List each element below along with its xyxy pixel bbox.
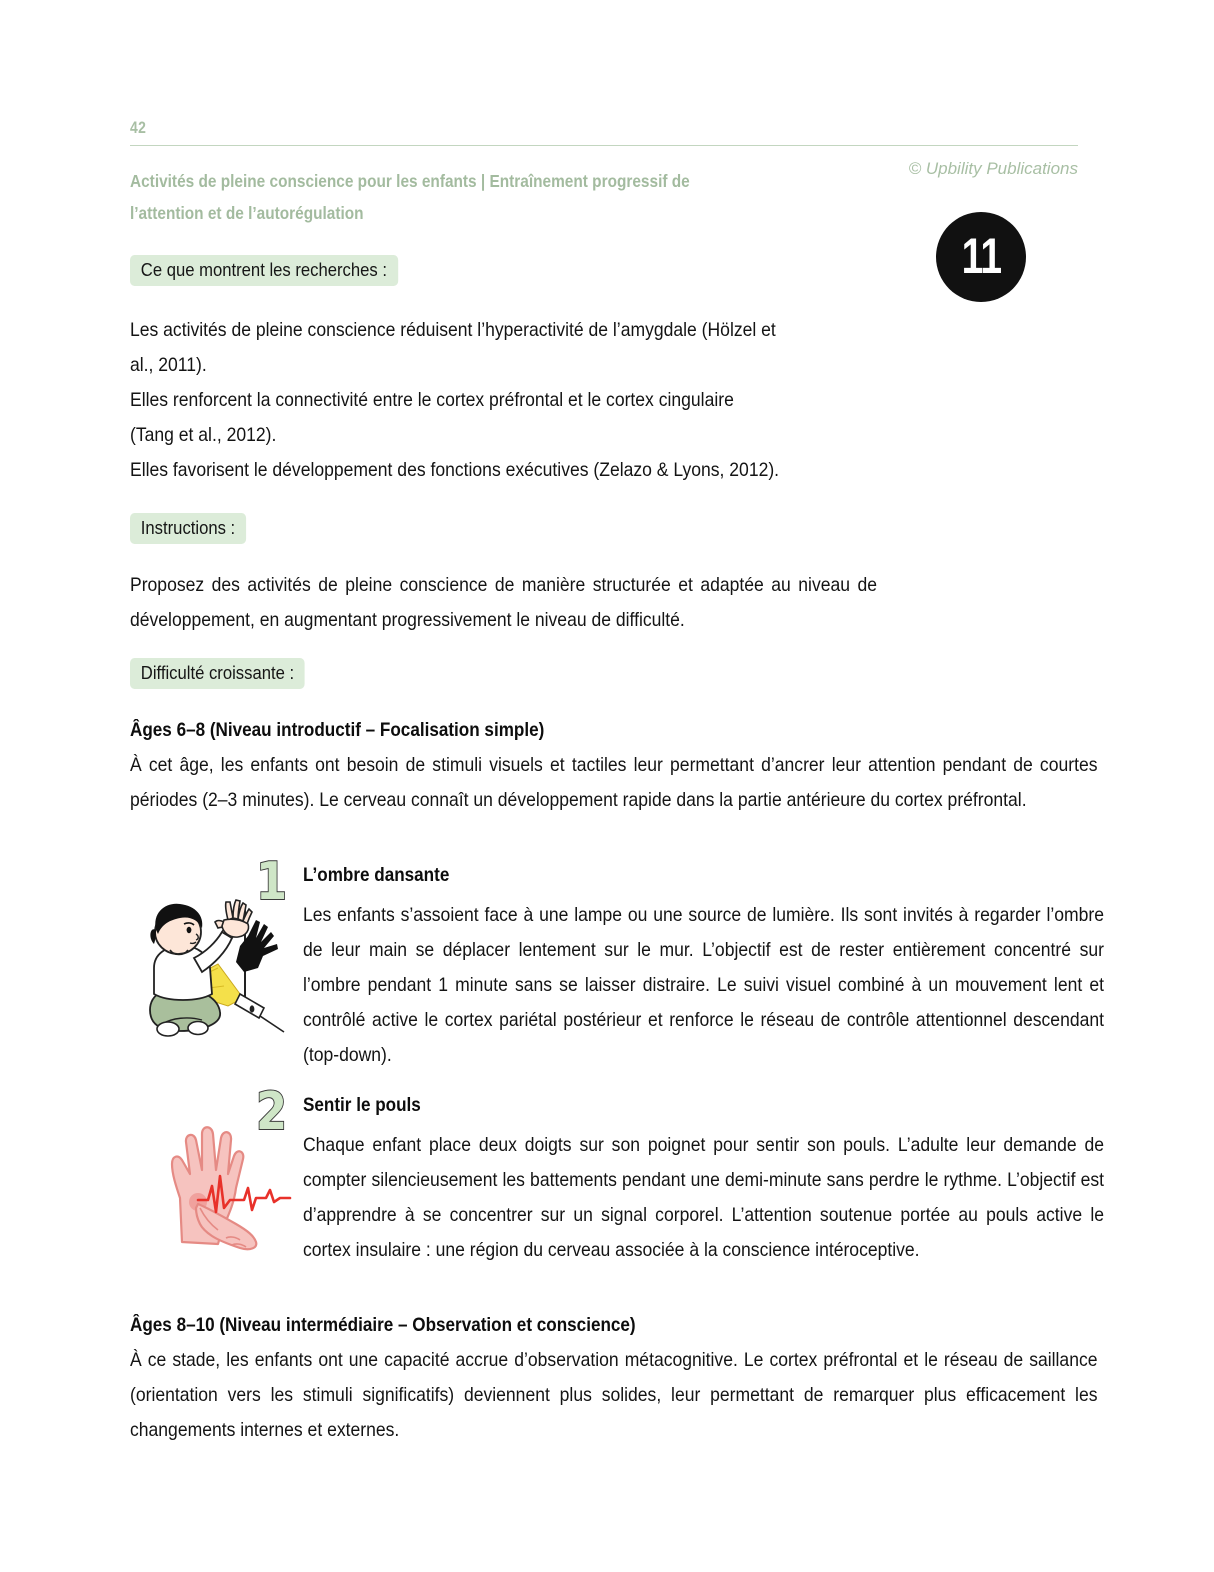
child-with-flashlight-shadow-illustration <box>132 898 290 1046</box>
research-line-3: (Tang et al., 2012). <box>130 424 277 446</box>
research-line-4: Elles favorisent le développement des fonctions exécutives (Zelazo & Lyons, 2012). <box>130 459 780 481</box>
activity-title-2: Sentir le pouls <box>303 1095 421 1116</box>
activity-number-1: 1 <box>256 852 288 912</box>
page-number: 42 <box>130 118 147 137</box>
age-group-intro-6-8: À cet âge, les enfants ont besoin de stimuli visuels et tactiles leur permettant d’ancrer leur attention pendant de courtes périodes (2–3 minutes). Le cerveau connaît un développement rapide dans la partie antérieure du cortex préfrontal. <box>130 754 1098 811</box>
instructions-label: Instructions : <box>130 513 246 544</box>
copyright-notice: © Upbility Publications <box>908 159 1078 178</box>
research-line-0: Les activités de pleine conscience réduisent l’hyperactivité de l’amygdale (Hölzel et <box>130 319 776 341</box>
activity-body-2: Chaque enfant place deux doigts sur son poignet pour sentir son pouls. L’adulte leur demande de compter silencieusement les battements pendant une demi-minute sans perdre le rythme. L’objectif est d’apprendre à se concentrer sur un signal corporel. L’attention soutenue portée au pouls active le cortex insulaire : une région du cerveau associée à la conscience intéroceptive. <box>303 1134 1104 1261</box>
chapter-number-badge <box>936 212 1026 302</box>
document-title: Activités de pleine conscience pour les enfants | Entraînement progressif de l’attention et de l’autorégulation <box>130 171 690 223</box>
research-label: Ce que montrent les recherches : <box>130 255 398 286</box>
header-divider <box>130 145 1078 146</box>
research-line-1: al., 2011). <box>130 354 207 376</box>
chapter-number-label: 11 <box>961 228 1001 284</box>
research-line-2: Elles renforcent la connectivité entre le cortex préfrontal et le cortex cingulaire <box>130 389 734 411</box>
activity-number-2: 2 <box>256 1082 288 1142</box>
age-group-heading-8-10: Âges 8–10 (Niveau intermédiaire – Observation et conscience) <box>130 1315 636 1336</box>
difficulty-label: Difficulté croissante : <box>130 658 305 689</box>
activity-title-1: L’ombre dansante <box>303 865 450 886</box>
instructions-body: Proposez des activités de pleine conscience de manière structurée et adaptée au niveau de développement, en augmentant progressivement le niveau de difficulté. <box>130 574 877 631</box>
age-group-heading-6-8: Âges 6–8 (Niveau introductif – Focalisation simple) <box>130 720 545 741</box>
age-group-intro-8-10: À ce stade, les enfants ont une capacité accrue d’observation métacognitive. Le cortex préfrontal et le réseau de saillance (orientation vers les stimuli significatifs) deviennent plus solides, leur permettant de remarquer plus efficacement les changements internes et externes. <box>130 1349 1098 1441</box>
activity-body-1: Les enfants s’assoient face à une lampe ou une source de lumière. Ils sont invités à regarder l’ombre de leur main se déplacer lentement sur le mur. L’objectif est de rester entièrement concentré sur l’ombre pendant 1 minute sans se laisser distraire. Le suivi visuel combiné à un mouvement lent et contrôlé active le cortex pariétal postérieur et renforce le réseau de contrôle attentionnel descendant (top-down). <box>303 904 1104 1066</box>
